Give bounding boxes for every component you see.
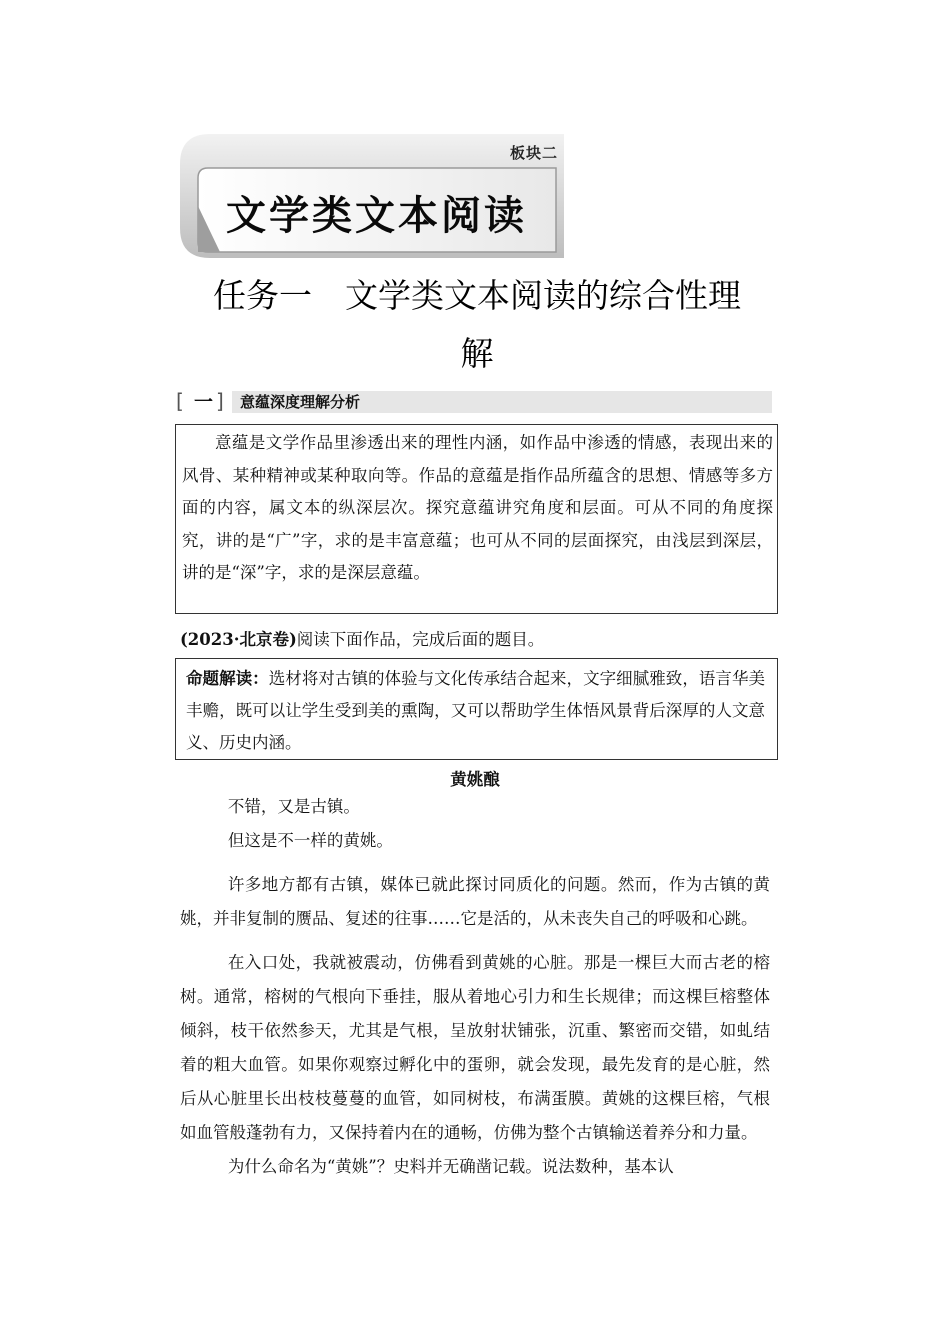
interpretation-text: 选材将对古镇的体验与文化传承结合起来，文字细腻雅致，语言华美丰赡，既可以让学生受到美的熏陶，又可以帮助学生体悟风景背后深厚的人文意义、历史内涵。 <box>186 669 766 752</box>
source-text: 阅读下面作品，完成后面的题目。 <box>296 630 545 649</box>
interpretation-paragraph <box>186 663 765 759</box>
essay-paragraph: 但这是不一样的黄姚。 <box>227 831 393 850</box>
essay-body <box>180 790 770 1184</box>
page-title-line2: 解 <box>460 334 494 373</box>
left-bracket-icon: [ <box>176 389 184 413</box>
essay-paragraph: 许多地方都有古镇，媒体已就此探讨同质化的问题。然而，作为古镇的黄姚，并非复制的赝品、复述的往事……它是活的，从未丧失自己的呼吸和心跳。 <box>180 875 770 928</box>
essay-paragraph: 在入口处，我就被震动，仿佛看到黄姚的心脏。那是一棵巨大而古老的榕树。通常，榕树的气根向下垂挂，服从着地心引力和生长规律；而这棵巨榕整体倾斜，枝干依然参天，尤其是气根，呈放射状铺张，沉重、繁密而交错，如虬结着的粗大血管。如果你观察过孵化中的蛋卵，就会发现，最先发育的是心脏，然后从心脏里长出枝枝蔓蔓的血管，如同树枝，布满蛋膜。黄姚的这棵巨榕，气根如血管般蓬勃有力，又保持着内在的通畅，仿佛为整个古镇输送着养分和力量。 <box>180 953 770 1142</box>
definition-box <box>175 424 778 614</box>
section-banner <box>180 134 564 258</box>
page-title-line1: 任务一 文学类文本阅读的综合性理 <box>213 276 741 315</box>
section-number: 一 <box>194 391 214 413</box>
essay-title: 黄姚酿 <box>450 770 500 789</box>
banner-title: 文学类文本阅读 <box>226 193 527 239</box>
interpretation-box <box>175 658 778 760</box>
right-bracket-icon: ] <box>216 389 224 413</box>
essay-paragraph: 不错，又是古镇。 <box>227 797 360 816</box>
section-label: 意蕴深度理解分析 <box>240 393 361 411</box>
page-title <box>172 272 782 378</box>
source-line <box>180 627 544 653</box>
banner-tag: 板块二 <box>509 144 558 162</box>
source-label: (2023·北京卷) <box>180 630 297 649</box>
definition-text: 意蕴是文学作品里渗透出来的理性内涵，如作品中渗透的情感，表现出来的风骨、某种精神或某种取向等。作品的意蕴是指作品所蕴含的思想、情感等多方面的内容，属文本的纵深层次。探究意蕴讲究角度和层面。可从不同的角度探究，讲的是“广”字，求的是丰富意蕴；也可从不同的层面探究，由浅层到深层，讲的是“深”字，求的是深层意蕴。 <box>182 433 773 583</box>
section-header <box>176 390 772 414</box>
interpretation-lead: 命题解读： <box>186 669 269 688</box>
essay-paragraph: 为什么命名为“黄姚”？史料并无确凿记载。说法数种，基本认 <box>227 1157 674 1176</box>
